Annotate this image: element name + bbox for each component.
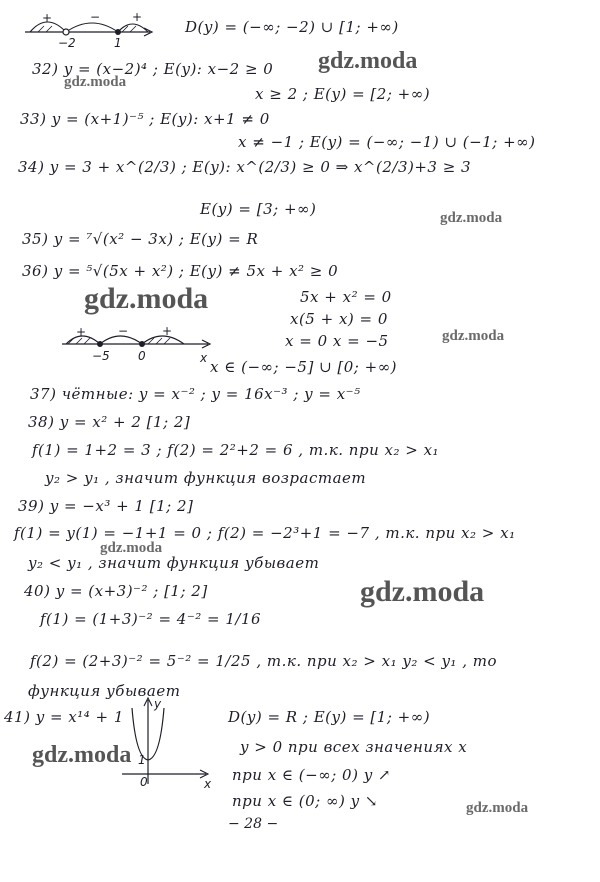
- page-number: − 28 −: [228, 816, 279, 832]
- line-40-a: 40) y = (x+3)⁻² ; [1; 2]: [24, 582, 208, 600]
- line-41-b: D(y) = R ; E(y) = [1; +∞): [228, 708, 431, 726]
- line-40-c: f(2) = (2+3)⁻² = 5⁻² = 1/25 , т.к. при x₂ > x₁ y₂ < y₁ , то: [30, 652, 497, 670]
- line-34-b: E(y) = [3; +∞): [200, 200, 317, 218]
- line-41-a: 41) y = x¹⁴ + 1: [4, 708, 124, 726]
- sign-plus-right: +: [132, 10, 143, 24]
- line-36-e: x ∈ (−∞; −5] ∪ [0; +∞): [210, 358, 398, 376]
- line-32-a: 32) y = (x−2)⁴ ; E(y): x−2 ≥ 0: [32, 60, 274, 78]
- tick-label-left: −5: [92, 349, 110, 363]
- line-38-c: y₂ > y₁ , значит функция возрастает: [45, 469, 367, 487]
- line-39-a: 39) y = −x³ + 1 [1; 2]: [18, 497, 194, 515]
- sign-minus: −: [90, 10, 101, 24]
- number-line-36: [58, 326, 218, 370]
- watermark: gdz.moda: [360, 575, 485, 608]
- watermark: gdz.moda: [32, 742, 132, 768]
- axis-label-y: y: [154, 697, 162, 711]
- tick-one-label: 1: [138, 753, 146, 767]
- line-41-e: при x ∈ (0; ∞) y ↘: [232, 792, 378, 810]
- line-31-domain: D(y) = (−∞; −2) ∪ [1; +∞): [185, 18, 399, 36]
- line-40-d: функция убывает: [28, 682, 181, 700]
- tick-label-left: −2: [58, 36, 76, 50]
- number-line-31: [20, 8, 160, 50]
- line-32-b: x ≥ 2 ; E(y) = [2; +∞): [255, 85, 431, 103]
- line-33-b: x ≠ −1 ; E(y) = (−∞; −1) ∪ (−1; +∞): [238, 133, 536, 151]
- tick-label-right: 1: [114, 36, 122, 50]
- watermark: gdz.moda: [100, 540, 163, 556]
- line-38-b: f(1) = 1+2 = 3 ; f(2) = 2²+2 = 6 , т.к. при x₂ > x₁: [32, 441, 440, 459]
- watermark: gdz.moda: [466, 800, 529, 816]
- line-39-b: f(1) = y(1) = −1+1 = 0 ; f(2) = −2³+1 = −7 , т.к. при x₂ > x₁: [14, 524, 516, 542]
- watermark: gdz.moda: [440, 210, 503, 226]
- axis-label-x: x: [204, 777, 212, 790]
- line-36-b: 5x + x² = 0: [300, 288, 392, 306]
- line-36-a: 36) y = ⁵√(5x + x²) ; E(y) ≠ 5x + x² ≥ 0: [22, 262, 339, 280]
- line-36-d: x = 0 x = −5: [285, 332, 389, 350]
- line-41-c: y > 0 при всех значениях x: [240, 738, 468, 756]
- watermark: gdz.moda: [64, 74, 127, 90]
- axis-label-x: x: [200, 351, 208, 365]
- tick-label-right: 0: [138, 349, 146, 363]
- watermark: gdz.moda: [84, 282, 209, 315]
- line-35: 35) y = ⁷√(x² − 3x) ; E(y) = R: [22, 230, 259, 248]
- line-41-d: при x ∈ (−∞; 0) y ↗: [232, 766, 392, 784]
- line-39-c: y₂ < y₁ , значит функция убывает: [28, 554, 320, 572]
- plot-41: [118, 694, 218, 790]
- line-33-a: 33) y = (x+1)⁻⁵ ; E(y): x+1 ≠ 0: [20, 110, 270, 128]
- sign-plus-left: +: [42, 11, 53, 25]
- sign-plus-right: +: [162, 326, 173, 338]
- watermark: gdz.moda: [442, 328, 505, 344]
- sign-plus-left: +: [76, 326, 87, 339]
- watermark: gdz.moda: [318, 48, 418, 74]
- sign-minus: −: [118, 326, 129, 338]
- line-34-a: 34) y = 3 + x^(2/3) ; E(y): x^(2/3) ≥ 0 ⇒ x^(2/3)+3 ≥ 3: [18, 158, 472, 176]
- origin-label: 0: [140, 775, 148, 789]
- line-40-b: f(1) = (1+3)⁻² = 4⁻² = 1/16: [40, 610, 262, 628]
- line-38-a: 38) y = x² + 2 [1; 2]: [28, 413, 191, 431]
- line-36-c: x(5 + x) = 0: [290, 310, 388, 328]
- line-37: 37) чётные: y = x⁻² ; y = 16x⁻³ ; y = x⁻⁵: [30, 385, 361, 403]
